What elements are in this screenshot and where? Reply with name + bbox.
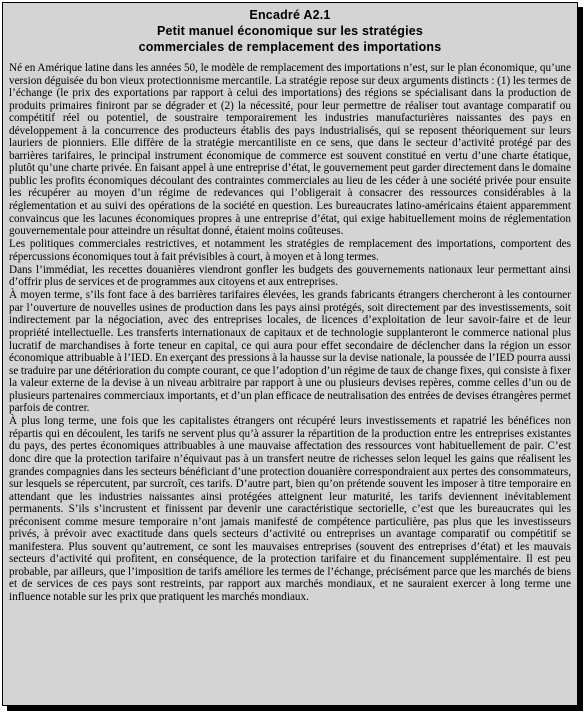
- paragraph-intro: Né en Amérique latine dans les années 50, le modèle de remplacement des importations n’est, sur le plan économique, qu’une version déguisée du bon vieux protectionnisme mercantile. La stratégie repose sur deux arguments distincts : (1) les termes de l’échange (le prix des exportations par rapport à celui des importations) des régions se spécialisant dans la production de produits primaires finiront par se dégrader et (2) la nécessité, pour leur permettre de réaliser tout avantage comparatif ou compétitif réel ou potentiel, de soustraire temporairement les industries manufacturières naissantes des pays en développement à la concurrence des producteurs établis des pays industrialisés, qui se reposent théoriquement sur leurs lauriers de pionniers. Elle diffère de la stratégie mercantiliste en ce sens, que dans le secteur d’activité protégé par des barrières tarifaires, le principal instrument économique de commerce est souvent constitué en vertu d’une charte étatique, plutôt qu’une charte privée. En faisant appel à une entreprise d’état, le gouvernement peut garder directement dans le domaine public les profits économiques découlant des contraintes commerciales au lieu de les céder à une société privée pour ensuite les récupérer au moyen d’un régime de redevances qui l’obligerait à consacrer des ressources considérables à la réglementation et au suivi des opérations de la société en question. Les bureaucrates latino-américains étaient apparemment convaincus que les lacunes économiques propres à une entreprise d’état, qui exige habituellement moins de réglementation gouvernementale pour atteindre un résultat donné, étaient moins coûteuses.: [9, 62, 571, 238]
- paragraph-short-term: Dans l’immédiat, les recettes douanières viendront gonfler les budgets des gouvernements nationaux leur permettant ainsi d’offrir plus de services et de programmes aux citoyens et aux entreprises.: [9, 263, 571, 289]
- paragraph-medium-term: À moyen terme, s’ils font face à des barrières tarifaires élevées, les grands fabricants étrangers chercheront à les contourner par l’ouverture de nouvelles usines de production dans les pays ainsi protégés, soit directement par des investissements, soit indirectement par la négociation, avec des entreprises locales, de licences d’exploitation de leur savoir-faire et de leur propriété intellectuelle. Les transferts internationaux de capitaux et de technologie supplanteront le commerce national plus lucratif de marchandises à forte teneur en capital, ce qui aura pour effet secondaire de déclencher dans la région un essor économique attribuable à l’IED. En exerçant des pressions à la hausse sur la devise nationale, la poussée de l’IED pourra aussi se traduire par une détérioration du compte courant, ce que l’adoption d’un régime de taux de change fixes, qui consiste à fixer la valeur externe de la devise à un niveau arbitraire par rapport à une ou plusieurs devises repères, comme celles d’un ou de plusieurs partenaires commerciaux importants, et d’un plan efficace de neutralisation des entrées de devises étrangères permet parfois de contrer.: [9, 289, 571, 415]
- box-label: Encadré A2.1: [249, 8, 331, 22]
- encadre-box: [2, 2, 578, 706]
- box-header: [9, 7, 571, 55]
- box-title-line-2: commerciales de remplacement des importations: [138, 40, 442, 54]
- box-body: [9, 62, 571, 604]
- box-title-line-1: Petit manuel économique sur les stratégies: [156, 24, 424, 38]
- paragraph-consequences: Les politiques commerciales restrictives, et notamment les stratégies de remplacement des importations, comportent des répercussions économiques tout à fait prévisibles à court, à moyen et à long termes.: [9, 238, 571, 263]
- paragraph-long-term: À plus long terme, une fois que les capitalistes étrangers ont récupéré leurs investissements et rapatrié les bénéfices non répartis qui en découlent, les tarifs ne servent plus qu’à assurer la répartition de la production entre les entreprises existantes du pays, des pertes économiques attribuables à une mauvaise affectation des ressources vont habituellement de pair. C’est donc dire que la protection tarifaire n’équivaut pas à un transfert neutre de richesses selon lequel les gains que réalisent les grandes compagnies dans les secteurs bénéficiant d’une protection douanière correspondraient aux pertes des consommateurs, sur lesquels se répercutent, par surcroît, ces tarifs. D’autre part, bien qu’on prétende souvent les imposer à titre temporaire en attendant que les industries naissantes ainsi protégées atteignent leur maturité, les tarifs deviennent inévitablement permanents. S’ils s’incrustent et finissent par devenir une caractéristique sectorielle, c’est que les bureaucrates qui les préconisent comme mesure temporaire n’ont jamais manifesté de compétence particulière, pas plus que les investisseurs privés, à prévoir avec exactitude dans quels secteurs d’activité ou entreprises un avantage comparatif ou compétitif se manifestera. Plus souvent qu’autrement, ce sont les mauvaises entreprises (souvent des entreprises d’état) et les mauvais secteurs d’activité qui profitent, en conséquence, de la protection tarifaire et du financement supplémentaire. Il est peu probable, par ailleurs, que l’imposition de tarifs améliore les termes de l’échange, précisément parce que les marchés de biens et de services de ces pays sont restreints, par rapport aux marchés mondiaux, et ne sauraient exercer à long terme une influence notable sur les prix que pratiquent les marchés mondiaux.: [9, 415, 571, 603]
